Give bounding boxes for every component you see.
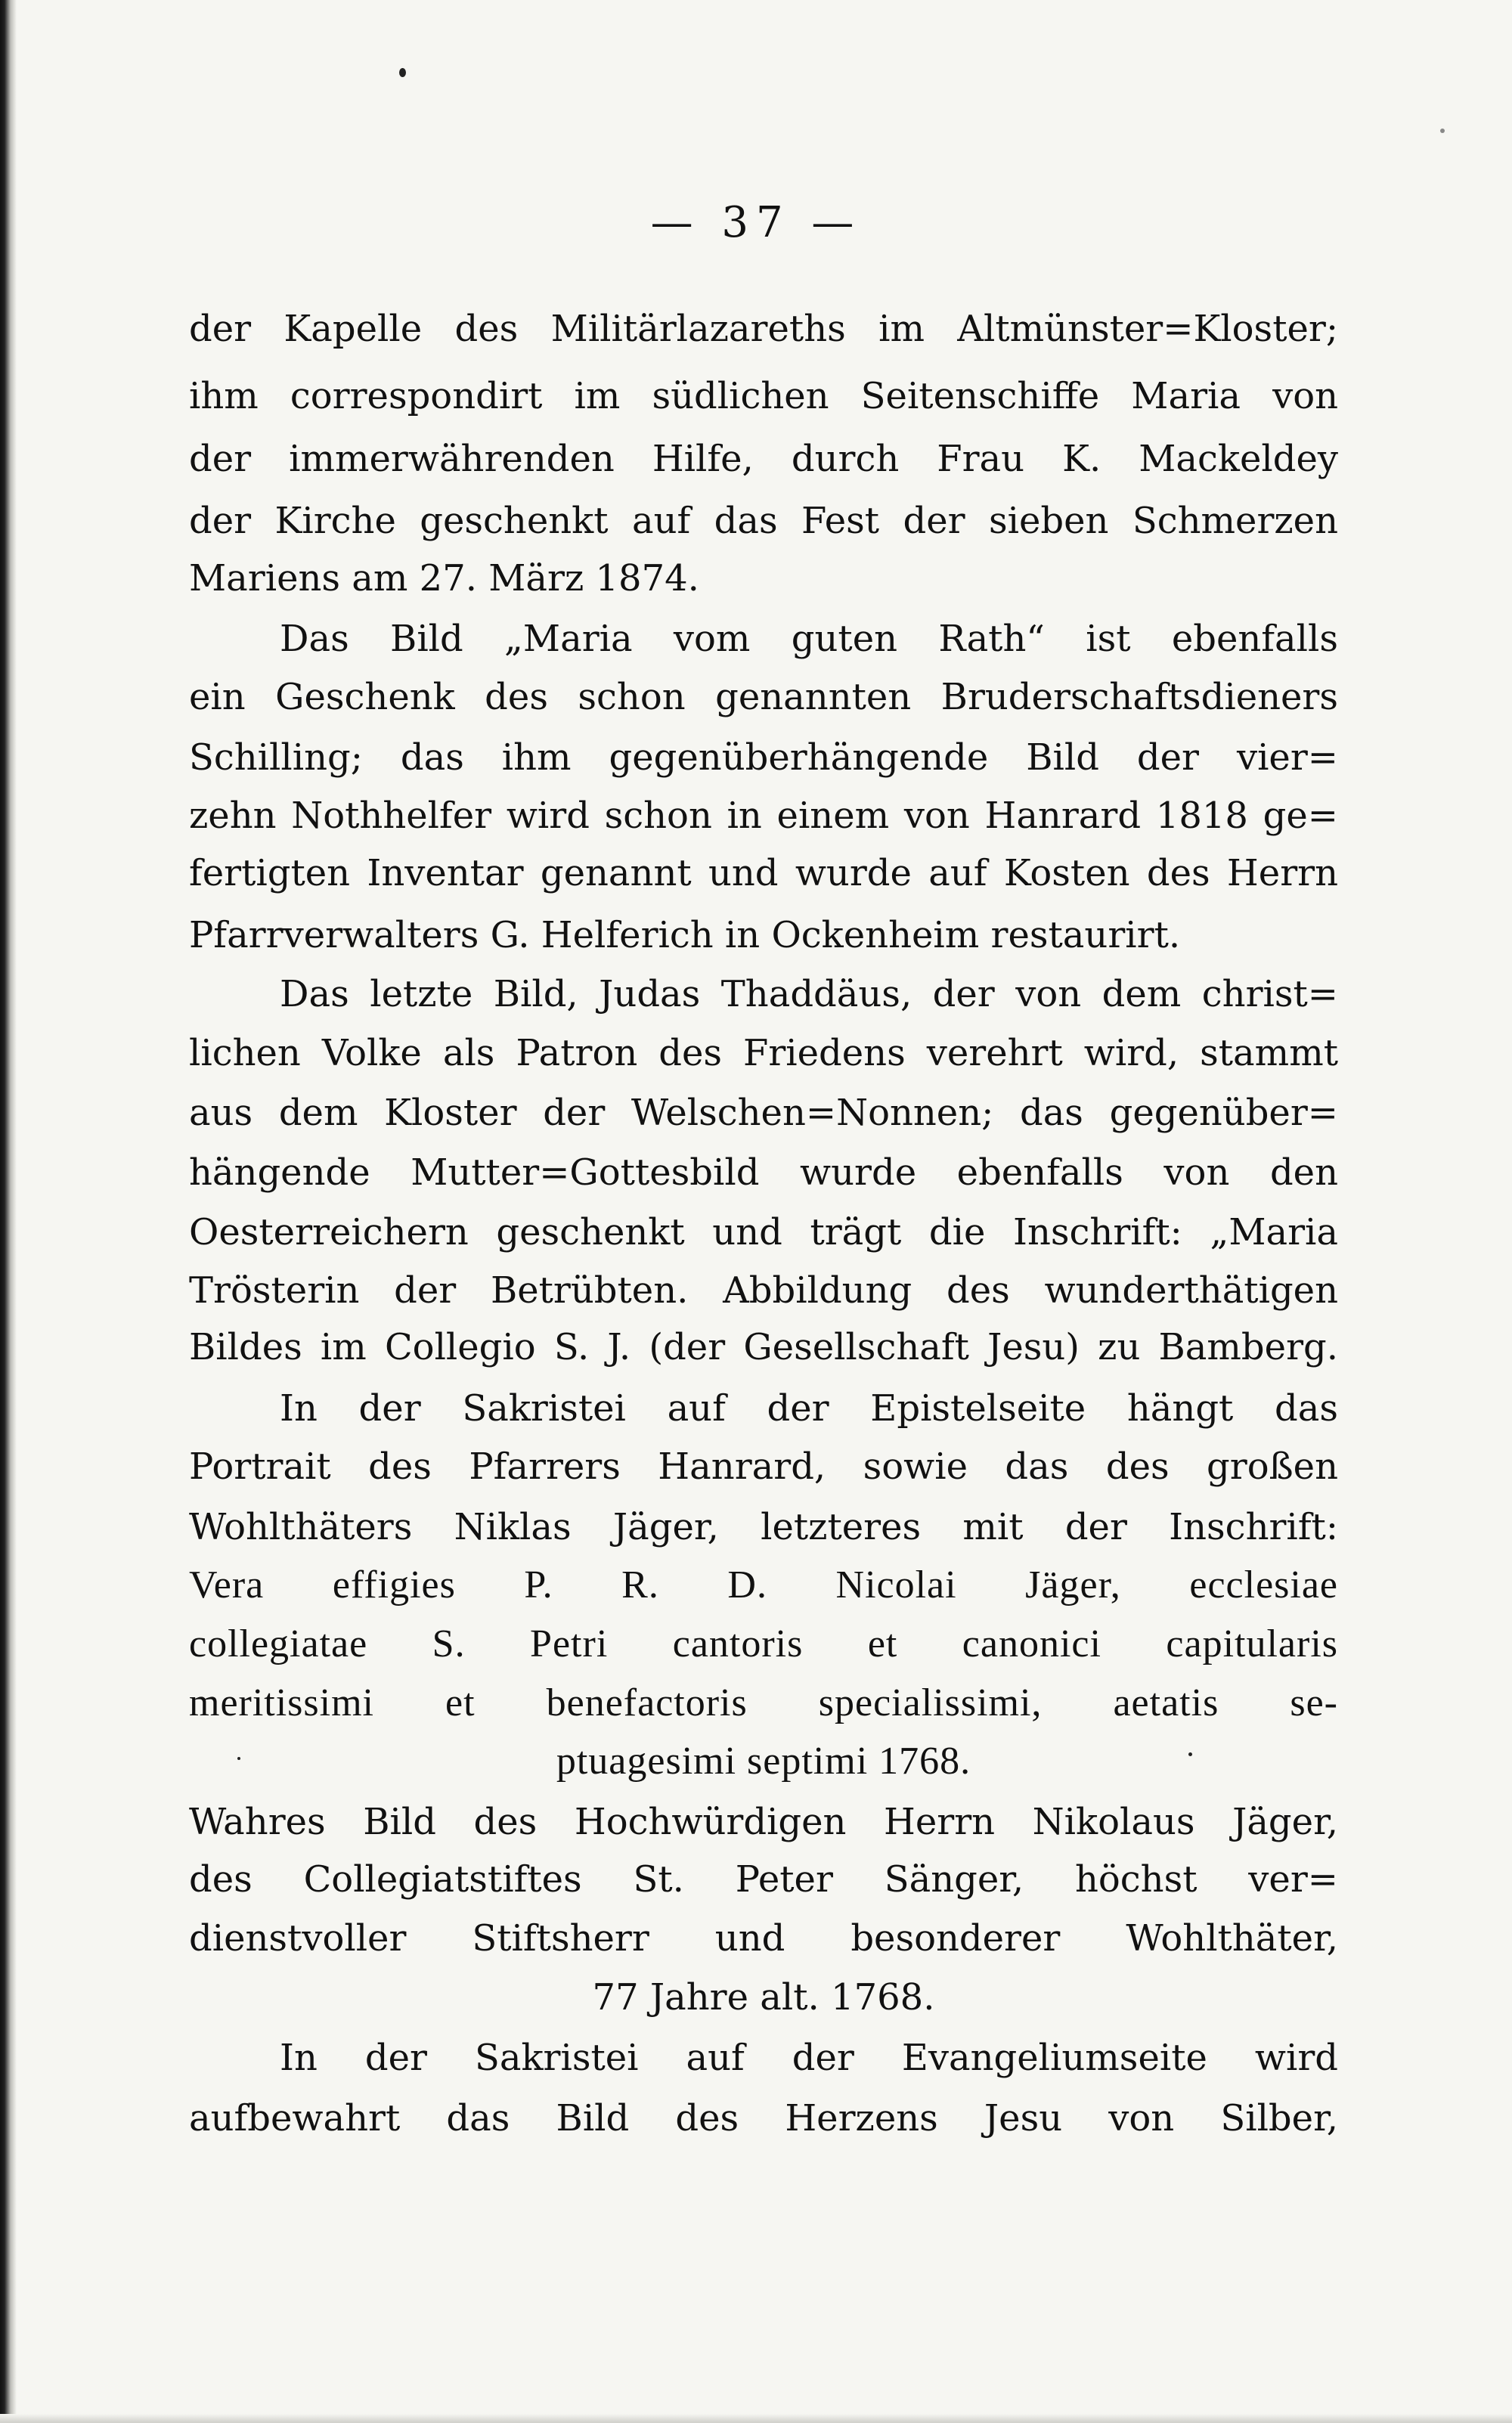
text-line: zehn Nothhelfer wird schon in einem von Hanrard 1818 ge= — [189, 795, 1338, 837]
text-line: aufbewahrt das Bild des Herzens Jesu von Silber, — [189, 2097, 1338, 2139]
page-binding-edge — [0, 0, 17, 2423]
text-line: fertigten Inventar genannt und wurde auf Kosten des Herrn — [189, 852, 1338, 894]
text-line: Portrait des Pfarrers Hanrard, sowie das des großen — [189, 1445, 1338, 1488]
text-line: der Kapelle des Militärlazareths im Altmünster=Kloster; — [189, 308, 1338, 350]
text-line: Mariens am 27. März 1874. — [189, 557, 699, 600]
latin-inscription-line: ptuagesimi septimi 1768. — [556, 1740, 971, 1783]
text-line: Oesterreichern geschenkt und trägt die Inschrift: „Maria — [189, 1211, 1338, 1253]
translation-line: 77 Jahre alt. 1768. — [592, 1976, 935, 2019]
text-line: In der Sakristei auf der Epistelseite hängt das — [280, 1387, 1338, 1430]
text-line: ihm correspondirt im südlichen Seitenschiffe Maria von — [189, 375, 1338, 417]
text-line: Bildes im Collegio S. J. (der Gesellschaft Jesu) zu Bamberg. — [189, 1326, 1338, 1368]
text-line: der Kirche geschenkt auf das Fest der sieben Schmerzen — [189, 500, 1338, 542]
page-number: — 37 — — [650, 198, 862, 247]
text-line: lichen Volke als Patron des Friedens verehrt wird, stammt — [189, 1032, 1338, 1074]
translation-line: Wahres Bild des Hochwürdigen Herrn Nikolaus Jäger, — [189, 1801, 1338, 1843]
text-line: Wohlthäters Niklas Jäger, letzteres mit der Inschrift: — [189, 1506, 1338, 1548]
text-line: Schilling; das ihm gegenüberhängende Bild der vier= — [189, 736, 1338, 779]
print-speck — [399, 68, 406, 77]
text-line: ein Geschenk des schon genannten Bruderschaftsdieners — [189, 676, 1338, 718]
translation-line: des Collegiatstiftes St. Peter Sänger, höchst ver= — [189, 1858, 1338, 1901]
text-line: der immerwährenden Hilfe, durch Frau K. Mackeldey — [189, 438, 1338, 480]
print-speck — [1440, 129, 1445, 133]
text-line: aus dem Kloster der Welschen=Nonnen; das gegenüber= — [189, 1092, 1338, 1134]
latin-inscription-line: collegiatae S. Petri cantoris et canonici capitularis — [189, 1622, 1338, 1665]
text-line: hängende Mutter=Gottesbild wurde ebenfalls von den — [189, 1151, 1338, 1194]
latin-inscription-line: Vera effigies P. R. D. Nicolai Jäger, ecclesiae — [189, 1563, 1338, 1607]
text-line: Pfarrverwalters G. Helferich in Ockenheim restaurirt. — [189, 914, 1181, 956]
text-line: Das Bild „Maria vom guten Rath“ ist ebenfalls — [280, 618, 1338, 660]
page-bottom-edge — [0, 2414, 1512, 2423]
text-line: Das letzte Bild, Judas Thaddäus, der von dem christ= — [280, 973, 1338, 1015]
text-line: Trösterin der Betrübten. Abbildung des wunderthätigen — [189, 1269, 1338, 1312]
latin-inscription-line: meritissimi et benefactoris specialissimi, aetatis se- — [189, 1681, 1338, 1724]
text-line: In der Sakristei auf der Evangeliumseite wird — [280, 2037, 1338, 2079]
translation-line: dienstvoller Stiftsherr und besonderer Wohlthäter, — [189, 1917, 1338, 1960]
